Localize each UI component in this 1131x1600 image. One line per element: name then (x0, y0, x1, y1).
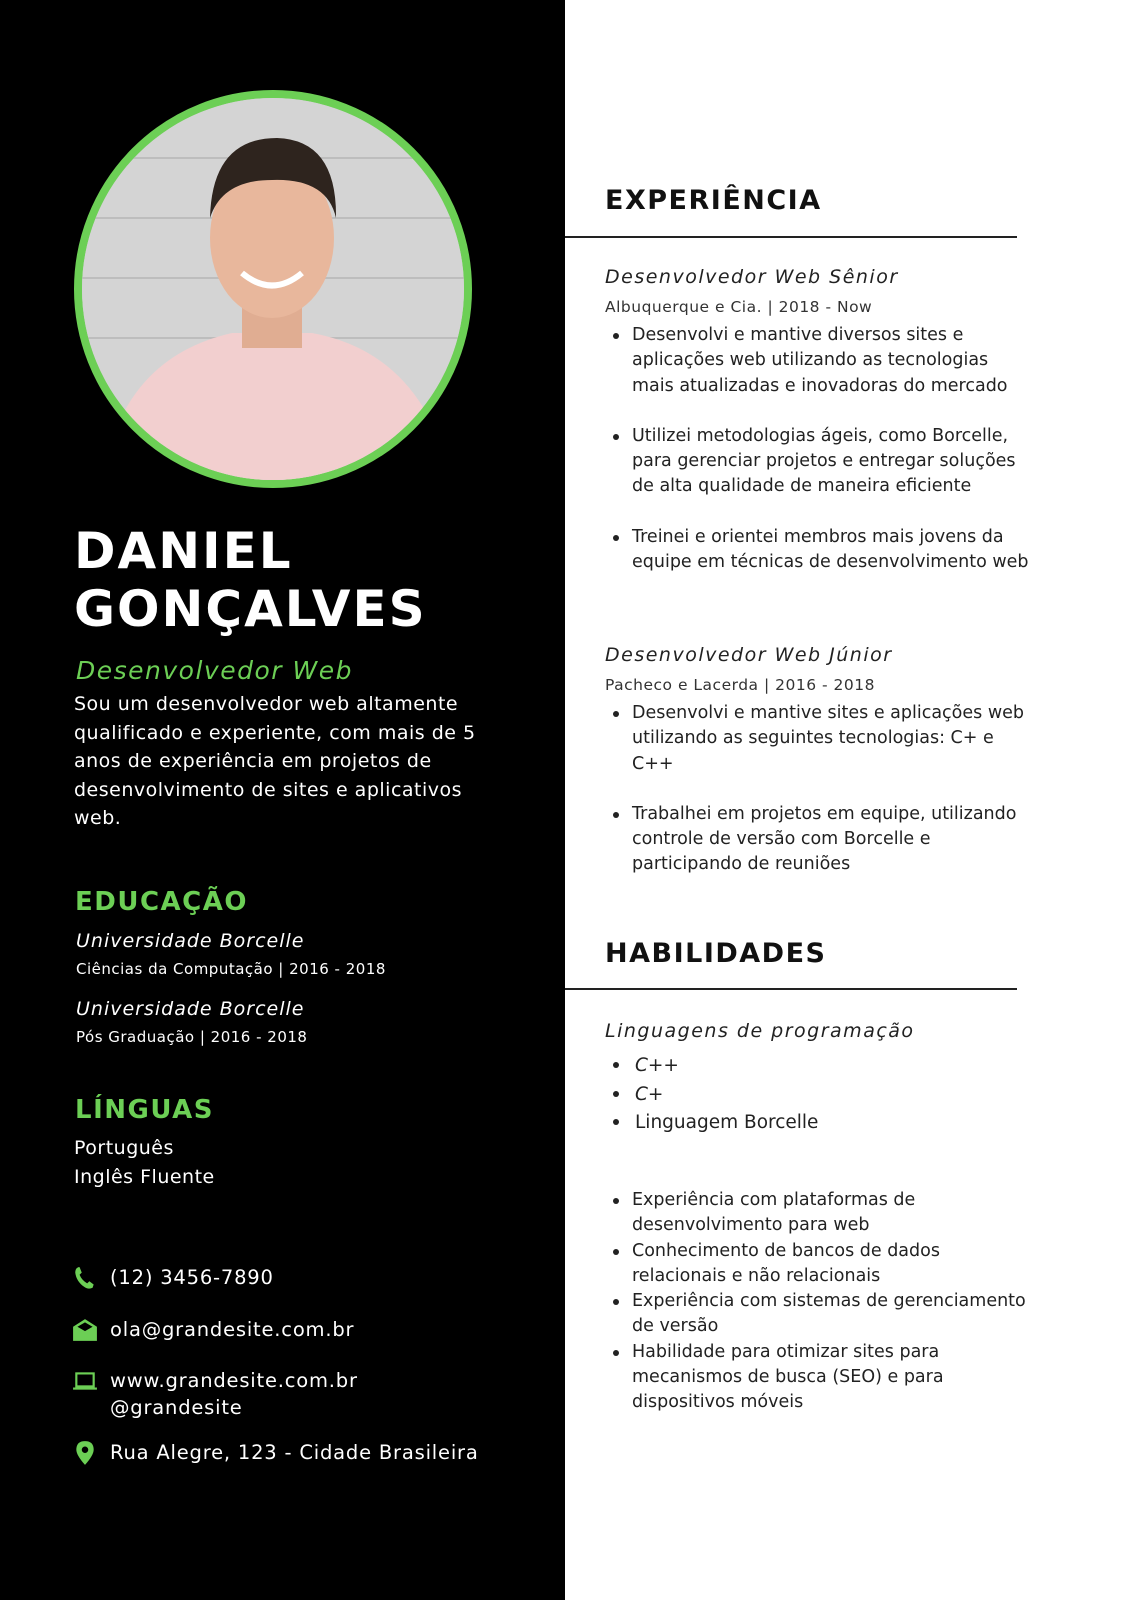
job-title: Desenvolvedor Web Sênior (605, 266, 899, 288)
skill-language: C++ (600, 1052, 1030, 1081)
skill-item: Conhecimento de bancos de dados relacionais e não relacionais (600, 1239, 1030, 1290)
language-item: Inglês Fluente (74, 1166, 215, 1188)
bullet: Desenvolvi e mantive diversos sites e aplicações web utilizando as tecnologias mais atualizadas e inovadoras do mercado (600, 323, 1030, 399)
job-entry (605, 644, 1030, 903)
full-name (74, 522, 427, 638)
contact-website (72, 1367, 358, 1421)
last-name: GONÇALVES (74, 580, 427, 638)
skill-language: C+ (600, 1081, 1030, 1110)
job-title: Desenvolvedor Web Júnior (605, 644, 893, 666)
job-role: Desenvolvedor Web (76, 656, 353, 685)
job-entry (605, 266, 1030, 600)
skill-language: Linguagem Borcelle (600, 1109, 1030, 1138)
bullet: Trabalhei em projetos em equipe, utilizando controle de versão com Borcelle e participando de reuniões (600, 802, 1030, 878)
languages-heading: LÍNGUAS (75, 1095, 215, 1125)
bullet: Desenvolvi e mantive sites e aplicações web utilizando as seguintes tecnologias: C+ e C++ (600, 701, 1030, 777)
programming-languages (600, 1052, 1030, 1138)
skills-subheading: Linguagens de programação (605, 1020, 915, 1042)
experience-heading: EXPERIÊNCIA (605, 185, 822, 216)
contact-phone (72, 1264, 274, 1291)
education-item (76, 998, 307, 1046)
sidebar (0, 0, 565, 1600)
language-item: Português (74, 1137, 174, 1159)
social-handle[interactable]: @grandesite (110, 1396, 243, 1419)
skill-item: Experiência com sistemas de gerenciamento de versão (600, 1289, 1030, 1340)
divider (565, 236, 1017, 238)
skills-heading: HABILIDADES (605, 938, 827, 969)
phone-icon (72, 1265, 98, 1291)
first-name: DANIEL (74, 522, 293, 580)
skill-item: Experiência com plataformas de desenvolvimento para web (600, 1188, 1030, 1239)
education-item (76, 930, 386, 978)
school: Universidade Borcelle (76, 998, 305, 1020)
bullet: Utilizei metodologias ágeis, como Borcelle, para gerenciar projetos e entregar soluções de alta qualidade de maneira eficiente (600, 424, 1030, 500)
map-pin-icon (72, 1440, 98, 1466)
website-link[interactable]: www.grandesite.com.br (110, 1369, 358, 1392)
education-heading: EDUCAÇÃO (75, 887, 248, 917)
job-bullets (600, 701, 1030, 878)
bullet: Treinei e orientei membros mais jovens da equipe em técnicas de desenvolvimento web (600, 525, 1030, 576)
email-address[interactable]: ola@grandesite.com.br (110, 1318, 355, 1341)
laptop-icon (72, 1368, 98, 1394)
languages-list (74, 1134, 215, 1192)
job-company: Albuquerque e Cia. | 2018 - Now (605, 298, 873, 316)
contact-address (72, 1439, 479, 1466)
profile-summary: Sou um desenvolvedor web altamente qualificado e experiente, com mais de 5 anos de experiência em projetos de desenvolvimento de sites e aplicativos web. (74, 693, 476, 829)
job-company: Pacheco e Lacerda | 2016 - 2018 (605, 676, 875, 694)
school: Universidade Borcelle (76, 930, 305, 952)
skills-list (600, 1188, 1030, 1416)
degree: Pós Graduação | 2016 - 2018 (76, 1028, 308, 1046)
job-bullets (600, 323, 1030, 575)
envelope-open-icon (72, 1317, 98, 1343)
divider (565, 988, 1017, 990)
address: Rua Alegre, 123 - Cidade Brasileira (110, 1441, 479, 1464)
profile-photo (74, 90, 472, 488)
degree: Ciências da Computação | 2016 - 2018 (76, 960, 386, 978)
skill-item: Habilidade para otimizar sites para mecanismos de busca (SEO) e para dispositivos móveis (600, 1340, 1030, 1416)
phone-number[interactable]: (12) 3456-7890 (110, 1266, 274, 1289)
contact-email (72, 1316, 354, 1343)
